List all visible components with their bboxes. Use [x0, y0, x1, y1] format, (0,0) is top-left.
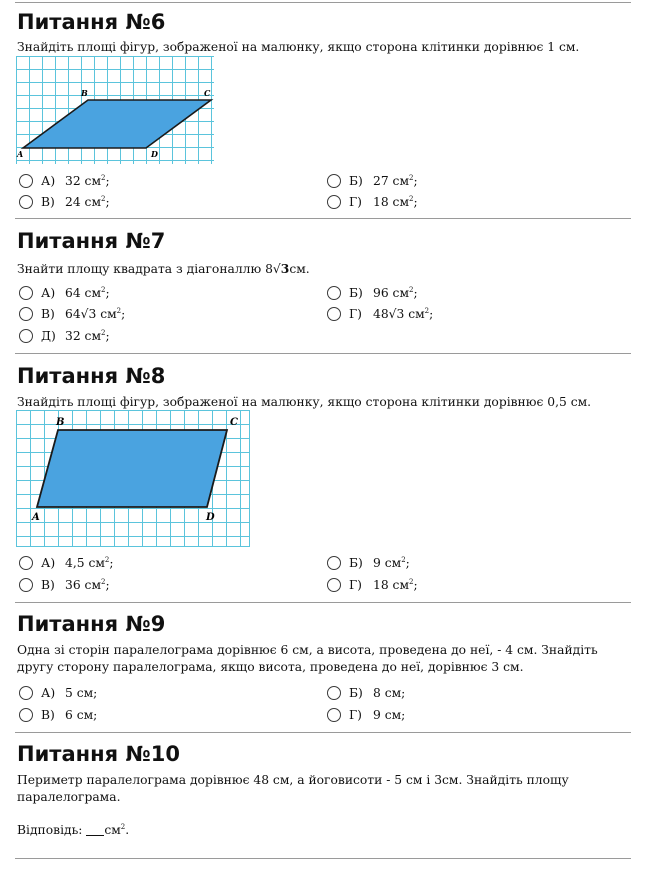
q6-option-b[interactable]: [327, 172, 418, 190]
option-value: 32 см: [65, 329, 102, 343]
option-value: 5 см;: [65, 686, 98, 700]
option-value: 4,5 см: [65, 556, 105, 570]
option-tail: ;: [121, 307, 126, 321]
q6-option-d[interactable]: [327, 193, 418, 211]
question-8-text: Знайдіть площі фігур, зображеної на малюнку, якщо сторона клітинки дорівнює 0,5 см.: [17, 395, 592, 409]
option-value: 18 см: [373, 195, 410, 209]
divider: [15, 218, 631, 219]
option-exponent: 2: [409, 194, 414, 203]
option-tail: ;: [413, 286, 418, 300]
q7-option-e[interactable]: [19, 327, 110, 345]
option-value: 32 см: [65, 174, 102, 188]
vertex-label-c: C: [230, 417, 238, 428]
option-letter: Б): [349, 286, 363, 300]
divider: [15, 732, 631, 733]
q9-option-c[interactable]: [19, 706, 97, 724]
option-exponent: 2: [101, 577, 106, 586]
option-letter: В): [41, 195, 55, 209]
q9-option-a[interactable]: [19, 684, 97, 702]
divider: [15, 602, 631, 603]
q9-option-b[interactable]: [327, 684, 405, 702]
option-value: 48√3 см: [373, 307, 425, 321]
radio-button[interactable]: [327, 708, 341, 722]
option-exponent: 2: [104, 555, 110, 564]
q6-option-a[interactable]: [19, 172, 110, 190]
vertex-label-b: B: [56, 417, 65, 428]
answer-label: Відповідь:: [17, 823, 87, 837]
option-letter: А): [41, 286, 56, 300]
option-value: 96 см: [373, 286, 410, 300]
vertex-label-a: A: [17, 149, 24, 159]
q9-option-d[interactable]: [327, 706, 405, 724]
question-6-title: Питання №6: [17, 10, 166, 34]
parallelogram-shape: [37, 430, 227, 507]
option-exponent: 2: [101, 194, 106, 203]
radio-button[interactable]: [327, 578, 341, 592]
option-exponent: 2: [401, 555, 406, 564]
option-value: 9 см;: [373, 708, 406, 722]
option-value: 8 см;: [373, 686, 406, 700]
radio-button[interactable]: [19, 195, 33, 209]
option-tail: ;: [105, 195, 110, 209]
option-tail: ;: [105, 286, 110, 300]
option-letter: Г): [349, 195, 362, 209]
divider: [15, 353, 631, 354]
vertex-label-a: A: [32, 512, 40, 523]
option-tail: ;: [429, 307, 434, 321]
option-letter: Г): [349, 307, 362, 321]
option-tail: ;: [109, 556, 114, 570]
vertex-label-b: B: [81, 88, 88, 98]
option-letter: В): [41, 708, 55, 722]
question-7-text-unit: см.: [289, 262, 310, 276]
question-9-text: Одна зі сторін паралелограма дорівнює 6 см, а висота, проведена до неї, - 4 см. Знайдіть другу сторону паралелограма, якщо висота, проведена до неї, дорівнює 3 см.: [17, 643, 598, 674]
answer-line: [17, 822, 129, 839]
option-letter: А): [41, 686, 56, 700]
q8-option-c[interactable]: [19, 576, 110, 594]
option-value: 27 см: [373, 174, 410, 188]
radio-button[interactable]: [327, 556, 341, 570]
answer-exponent: 2: [120, 822, 126, 831]
vertex-label-d: D: [206, 512, 215, 523]
option-letter: Д): [41, 329, 56, 343]
q7-option-a[interactable]: [19, 284, 110, 302]
divider-bottom: [15, 858, 631, 859]
answer-unit: см: [104, 823, 121, 837]
radio-button[interactable]: [19, 686, 33, 700]
vertex-label-c: C: [204, 88, 211, 98]
q8-option-b[interactable]: [327, 554, 410, 572]
radio-button[interactable]: [327, 307, 341, 321]
option-value: 9 см: [373, 556, 402, 570]
question-6-text: Знайдіть площі фігур, зображеної на малюнку, якщо сторона клітинки дорівнює 1 см.: [17, 40, 580, 54]
option-value: 6 см;: [65, 708, 98, 722]
answer-blank[interactable]: [86, 823, 104, 836]
q6-option-c[interactable]: [19, 193, 110, 211]
option-value: 24 см: [65, 195, 102, 209]
q7-option-b[interactable]: [327, 284, 418, 302]
option-letter: А): [41, 556, 56, 570]
option-exponent: 2: [101, 173, 106, 182]
option-letter: Б): [349, 556, 363, 570]
option-tail: ;: [413, 195, 418, 209]
radio-button[interactable]: [19, 307, 33, 321]
question-8-title: Питання №8: [17, 364, 166, 388]
q7-option-d[interactable]: [327, 305, 433, 323]
option-exponent: 2: [409, 285, 414, 294]
question-7-text: [17, 260, 310, 278]
option-letter: Б): [349, 686, 363, 700]
option-tail: ;: [105, 329, 110, 343]
option-letter: Б): [349, 174, 363, 188]
option-value: 64√3 см: [65, 307, 117, 321]
option-value: 36 см: [65, 578, 102, 592]
answer-tail: .: [125, 823, 130, 837]
radio-button[interactable]: [327, 286, 341, 300]
question-6-figure: [16, 56, 214, 164]
option-letter: В): [41, 578, 55, 592]
question-8-figure: [16, 410, 250, 547]
option-exponent: 2: [424, 306, 430, 315]
q8-option-d[interactable]: [327, 576, 418, 594]
option-value: 64 см: [65, 286, 102, 300]
vertex-label-d: D: [151, 149, 158, 159]
option-exponent: 2: [101, 285, 106, 294]
question-10-text: Периметр паралелограма дорівнює 48 см, а йоговисоти - 5 см і 3см. Знайдіть площу паралелограма.: [17, 773, 569, 804]
option-letter: А): [41, 174, 56, 188]
question-7-title: Питання №7: [17, 229, 166, 253]
option-exponent: 2: [409, 173, 414, 182]
option-letter: Г): [349, 578, 362, 592]
radio-button[interactable]: [19, 286, 33, 300]
option-letter: Г): [349, 708, 362, 722]
option-exponent: 2: [409, 577, 414, 586]
q8-option-a[interactable]: [19, 554, 114, 572]
option-letter: В): [41, 307, 55, 321]
radio-button[interactable]: [327, 195, 341, 209]
option-tail: ;: [413, 578, 418, 592]
divider-top: [15, 2, 631, 3]
radio-button[interactable]: [327, 174, 341, 188]
radio-button[interactable]: [19, 708, 33, 722]
parallelogram-shape: [23, 100, 211, 148]
option-tail: ;: [413, 174, 418, 188]
option-tail: ;: [105, 578, 110, 592]
radio-button[interactable]: [327, 686, 341, 700]
option-exponent: 2: [101, 328, 106, 337]
question-9-title: Питання №9: [17, 612, 166, 636]
q7-option-c[interactable]: [19, 305, 125, 323]
option-value: 18 см: [373, 578, 410, 592]
option-tail: ;: [105, 174, 110, 188]
radio-button[interactable]: [19, 578, 33, 592]
option-tail: ;: [405, 556, 410, 570]
radio-button[interactable]: [19, 556, 33, 570]
option-exponent: 2: [116, 306, 122, 315]
radio-button[interactable]: [19, 329, 33, 343]
radio-button[interactable]: [19, 174, 33, 188]
question-10-title: Питання №10: [17, 742, 180, 766]
question-7-text-main: Знайти площу квадрата з діагоналлю 8√: [17, 262, 281, 276]
question-7-text-radicand: 3: [280, 261, 290, 276]
